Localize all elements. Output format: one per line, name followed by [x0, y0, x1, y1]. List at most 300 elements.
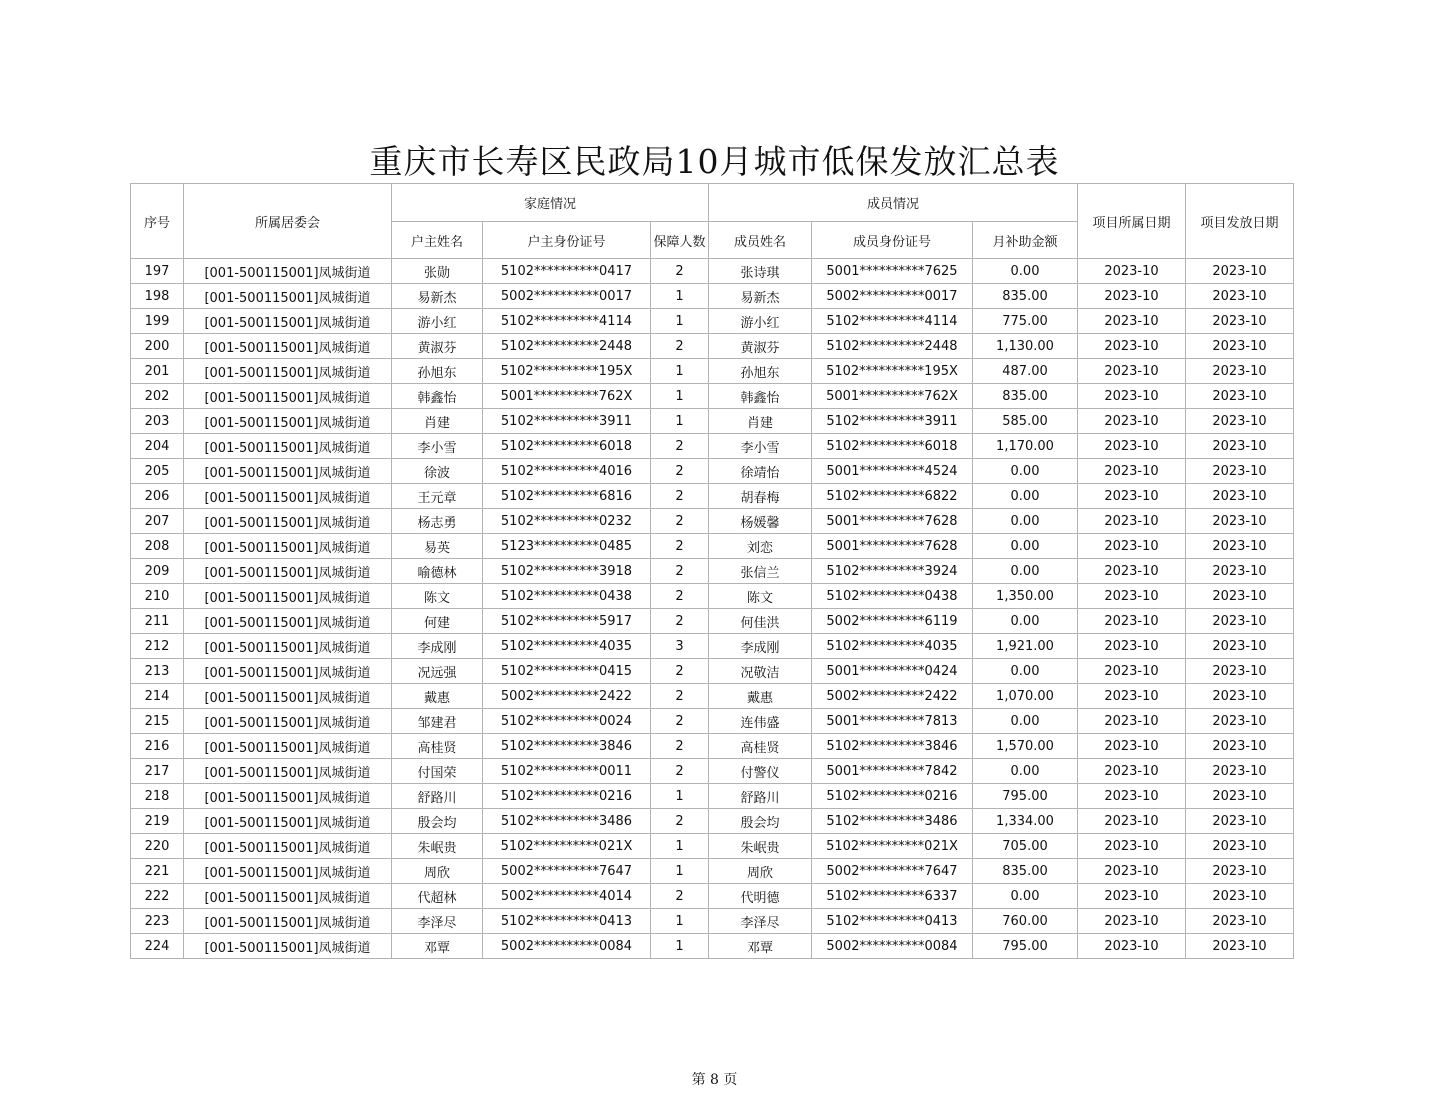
head-id-cell: 5102**********4035	[483, 634, 651, 659]
member-id-cell: 5002**********0017	[812, 284, 973, 309]
period-cell: 2023-10	[1078, 634, 1186, 659]
header-head-id: 户主身份证号	[483, 222, 651, 259]
covered-cell: 2	[651, 809, 709, 834]
member-name-cell: 张诗琪	[709, 259, 812, 284]
table-row	[131, 534, 1294, 559]
member-id-cell: 5102**********0438	[812, 584, 973, 609]
head-name-cell: 殷会均	[392, 809, 483, 834]
head-name-cell: 朱岷贵	[392, 834, 483, 859]
page-number: 第 8 页	[691, 1072, 738, 1088]
period-cell: 2023-10	[1078, 284, 1186, 309]
seq-cell: 224	[131, 934, 184, 959]
period-cell: 2023-10	[1078, 859, 1186, 884]
table-row	[131, 459, 1294, 484]
member-name-cell: 邓覃	[709, 934, 812, 959]
head-id-cell: 5102**********3846	[483, 734, 651, 759]
seq-cell: 220	[131, 834, 184, 859]
table-body	[131, 259, 1294, 959]
period-cell: 2023-10	[1078, 259, 1186, 284]
head-id-cell: 5002**********0084	[483, 934, 651, 959]
period-cell: 2023-10	[1078, 709, 1186, 734]
table-row	[131, 709, 1294, 734]
covered-cell: 1	[651, 409, 709, 434]
table-row	[131, 284, 1294, 309]
period-cell: 2023-10	[1078, 609, 1186, 634]
amount-cell: 835.00	[973, 384, 1078, 409]
member-name-cell: 刘恋	[709, 534, 812, 559]
subsidy-table	[130, 183, 1294, 959]
covered-cell: 1	[651, 384, 709, 409]
head-id-cell: 5102**********0438	[483, 584, 651, 609]
head-name-cell: 何建	[392, 609, 483, 634]
member-name-cell: 游小红	[709, 309, 812, 334]
issue-date-cell: 2023-10	[1186, 259, 1294, 284]
seq-cell: 205	[131, 459, 184, 484]
header-issue-date: 项目发放日期	[1186, 184, 1294, 259]
seq-cell: 211	[131, 609, 184, 634]
period-cell: 2023-10	[1078, 759, 1186, 784]
member-name-cell: 况敬洁	[709, 659, 812, 684]
seq-cell: 199	[131, 309, 184, 334]
member-name-cell: 李泽尽	[709, 909, 812, 934]
table-row	[131, 584, 1294, 609]
issue-date-cell: 2023-10	[1186, 934, 1294, 959]
amount-cell: 0.00	[973, 459, 1078, 484]
committee-cell: [001-500115001]凤城街道	[184, 734, 392, 759]
header-committee: 所属居委会	[184, 184, 392, 259]
member-name-cell: 代明德	[709, 884, 812, 909]
seq-cell: 216	[131, 734, 184, 759]
covered-cell: 1	[651, 859, 709, 884]
period-cell: 2023-10	[1078, 334, 1186, 359]
member-id-cell: 5102**********2448	[812, 334, 973, 359]
covered-cell: 1	[651, 834, 709, 859]
period-cell: 2023-10	[1078, 834, 1186, 859]
covered-cell: 2	[651, 609, 709, 634]
table-row	[131, 759, 1294, 784]
member-name-cell: 韩鑫怡	[709, 384, 812, 409]
member-id-cell: 5102**********3486	[812, 809, 973, 834]
committee-cell: [001-500115001]凤城街道	[184, 709, 392, 734]
member-id-cell: 5001**********4524	[812, 459, 973, 484]
issue-date-cell: 2023-10	[1186, 609, 1294, 634]
seq-cell: 209	[131, 559, 184, 584]
covered-cell: 2	[651, 509, 709, 534]
seq-cell: 198	[131, 284, 184, 309]
amount-cell: 1,170.00	[973, 434, 1078, 459]
amount-cell: 705.00	[973, 834, 1078, 859]
table-header	[131, 184, 1294, 259]
issue-date-cell: 2023-10	[1186, 434, 1294, 459]
seq-cell: 221	[131, 859, 184, 884]
member-id-cell: 5102**********6337	[812, 884, 973, 909]
member-id-cell: 5102**********0413	[812, 909, 973, 934]
issue-date-cell: 2023-10	[1186, 734, 1294, 759]
issue-date-cell: 2023-10	[1186, 584, 1294, 609]
seq-cell: 197	[131, 259, 184, 284]
committee-cell: [001-500115001]凤城街道	[184, 259, 392, 284]
member-id-cell: 5102**********6018	[812, 434, 973, 459]
committee-cell: [001-500115001]凤城街道	[184, 459, 392, 484]
seq-cell: 222	[131, 884, 184, 909]
head-id-cell: 5002**********2422	[483, 684, 651, 709]
seq-cell: 215	[131, 709, 184, 734]
issue-date-cell: 2023-10	[1186, 759, 1294, 784]
period-cell: 2023-10	[1078, 509, 1186, 534]
amount-cell: 1,070.00	[973, 684, 1078, 709]
head-name-cell: 杨志勇	[392, 509, 483, 534]
amount-cell: 0.00	[973, 534, 1078, 559]
period-cell: 2023-10	[1078, 684, 1186, 709]
covered-cell: 2	[651, 459, 709, 484]
issue-date-cell: 2023-10	[1186, 484, 1294, 509]
member-id-cell: 5102**********6822	[812, 484, 973, 509]
seq-cell: 223	[131, 909, 184, 934]
committee-cell: [001-500115001]凤城街道	[184, 484, 392, 509]
committee-cell: [001-500115001]凤城街道	[184, 334, 392, 359]
head-name-cell: 高桂贤	[392, 734, 483, 759]
head-name-cell: 徐波	[392, 459, 483, 484]
member-name-cell: 连伟盛	[709, 709, 812, 734]
header-seq: 序号	[131, 184, 184, 259]
table-row	[131, 634, 1294, 659]
head-id-cell: 5102**********0232	[483, 509, 651, 534]
issue-date-cell: 2023-10	[1186, 459, 1294, 484]
committee-cell: [001-500115001]凤城街道	[184, 609, 392, 634]
head-name-cell: 肖建	[392, 409, 483, 434]
member-id-cell: 5102**********3911	[812, 409, 973, 434]
header-covered: 保障人数	[651, 222, 709, 259]
committee-cell: [001-500115001]凤城街道	[184, 434, 392, 459]
head-name-cell: 喻德林	[392, 559, 483, 584]
issue-date-cell: 2023-10	[1186, 634, 1294, 659]
head-id-cell: 5102**********6018	[483, 434, 651, 459]
committee-cell: [001-500115001]凤城街道	[184, 759, 392, 784]
period-cell: 2023-10	[1078, 884, 1186, 909]
head-id-cell: 5102**********6816	[483, 484, 651, 509]
member-id-cell: 5102**********021X	[812, 834, 973, 859]
table-row	[131, 334, 1294, 359]
member-id-cell: 5102**********195X	[812, 359, 973, 384]
issue-date-cell: 2023-10	[1186, 834, 1294, 859]
header-monthly-amount: 月补助金额	[973, 222, 1078, 259]
seq-cell: 214	[131, 684, 184, 709]
committee-cell: [001-500115001]凤城街道	[184, 559, 392, 584]
head-id-cell: 5102**********2448	[483, 334, 651, 359]
member-name-cell: 朱岷贵	[709, 834, 812, 859]
period-cell: 2023-10	[1078, 434, 1186, 459]
head-id-cell: 5102**********195X	[483, 359, 651, 384]
member-id-cell: 5102**********0216	[812, 784, 973, 809]
member-name-cell: 孙旭东	[709, 359, 812, 384]
amount-cell: 1,921.00	[973, 634, 1078, 659]
amount-cell: 0.00	[973, 659, 1078, 684]
committee-cell: [001-500115001]凤城街道	[184, 859, 392, 884]
head-name-cell: 戴惠	[392, 684, 483, 709]
member-id-cell: 5002**********0084	[812, 934, 973, 959]
covered-cell: 2	[651, 334, 709, 359]
issue-date-cell: 2023-10	[1186, 384, 1294, 409]
member-name-cell: 肖建	[709, 409, 812, 434]
amount-cell: 1,334.00	[973, 809, 1078, 834]
covered-cell: 3	[651, 634, 709, 659]
period-cell: 2023-10	[1078, 934, 1186, 959]
member-id-cell: 5102**********4114	[812, 309, 973, 334]
header-member-group: 成员情况	[709, 184, 1078, 222]
head-id-cell: 5102**********3911	[483, 409, 651, 434]
seq-cell: 200	[131, 334, 184, 359]
member-id-cell: 5102**********3846	[812, 734, 973, 759]
member-name-cell: 付警仪	[709, 759, 812, 784]
amount-cell: 1,570.00	[973, 734, 1078, 759]
header-member-name: 成员姓名	[709, 222, 812, 259]
head-name-cell: 黄淑芬	[392, 334, 483, 359]
issue-date-cell: 2023-10	[1186, 659, 1294, 684]
table-row	[131, 859, 1294, 884]
seq-cell: 204	[131, 434, 184, 459]
head-name-cell: 易英	[392, 534, 483, 559]
seq-cell: 217	[131, 759, 184, 784]
seq-cell: 218	[131, 784, 184, 809]
head-name-cell: 李泽尽	[392, 909, 483, 934]
member-name-cell: 杨媛馨	[709, 509, 812, 534]
committee-cell: [001-500115001]凤城街道	[184, 409, 392, 434]
head-name-cell: 邓覃	[392, 934, 483, 959]
head-name-cell: 况远强	[392, 659, 483, 684]
covered-cell: 1	[651, 784, 709, 809]
head-name-cell: 王元章	[392, 484, 483, 509]
amount-cell: 0.00	[973, 759, 1078, 784]
table-row	[131, 484, 1294, 509]
issue-date-cell: 2023-10	[1186, 334, 1294, 359]
table-row	[131, 309, 1294, 334]
covered-cell: 2	[651, 559, 709, 584]
head-name-cell: 周欣	[392, 859, 483, 884]
head-id-cell: 5102**********0417	[483, 259, 651, 284]
head-id-cell: 5102**********3918	[483, 559, 651, 584]
period-cell: 2023-10	[1078, 534, 1186, 559]
head-name-cell: 舒路川	[392, 784, 483, 809]
member-name-cell: 陈文	[709, 584, 812, 609]
covered-cell: 1	[651, 309, 709, 334]
table-row	[131, 734, 1294, 759]
seq-cell: 202	[131, 384, 184, 409]
committee-cell: [001-500115001]凤城街道	[184, 359, 392, 384]
member-name-cell: 李成刚	[709, 634, 812, 659]
amount-cell: 0.00	[973, 484, 1078, 509]
committee-cell: [001-500115001]凤城街道	[184, 584, 392, 609]
committee-cell: [001-500115001]凤城街道	[184, 659, 392, 684]
head-id-cell: 5002**********0017	[483, 284, 651, 309]
member-id-cell: 5001**********7628	[812, 509, 973, 534]
member-id-cell: 5002**********6119	[812, 609, 973, 634]
table-row	[131, 834, 1294, 859]
head-id-cell: 5102**********0216	[483, 784, 651, 809]
covered-cell: 1	[651, 934, 709, 959]
amount-cell: 1,350.00	[973, 584, 1078, 609]
head-name-cell: 陈文	[392, 584, 483, 609]
committee-cell: [001-500115001]凤城街道	[184, 634, 392, 659]
period-cell: 2023-10	[1078, 784, 1186, 809]
table-row	[131, 809, 1294, 834]
head-id-cell: 5102**********021X	[483, 834, 651, 859]
committee-cell: [001-500115001]凤城街道	[184, 834, 392, 859]
period-cell: 2023-10	[1078, 584, 1186, 609]
member-id-cell: 5102**********4035	[812, 634, 973, 659]
committee-cell: [001-500115001]凤城街道	[184, 684, 392, 709]
head-name-cell: 韩鑫怡	[392, 384, 483, 409]
table-row	[131, 509, 1294, 534]
committee-cell: [001-500115001]凤城街道	[184, 284, 392, 309]
head-name-cell: 付国荣	[392, 759, 483, 784]
seq-cell: 203	[131, 409, 184, 434]
member-name-cell: 周欣	[709, 859, 812, 884]
head-name-cell: 李小雪	[392, 434, 483, 459]
covered-cell: 2	[651, 434, 709, 459]
amount-cell: 0.00	[973, 509, 1078, 534]
member-name-cell: 戴惠	[709, 684, 812, 709]
head-name-cell: 易新杰	[392, 284, 483, 309]
head-id-cell: 5102**********0413	[483, 909, 651, 934]
head-id-cell: 5102**********4114	[483, 309, 651, 334]
covered-cell: 2	[651, 709, 709, 734]
member-id-cell: 5002**********7647	[812, 859, 973, 884]
member-id-cell: 5001**********7628	[812, 534, 973, 559]
head-id-cell: 5002**********7647	[483, 859, 651, 884]
header-head-name: 户主姓名	[392, 222, 483, 259]
amount-cell: 775.00	[973, 309, 1078, 334]
seq-cell: 210	[131, 584, 184, 609]
period-cell: 2023-10	[1078, 734, 1186, 759]
issue-date-cell: 2023-10	[1186, 709, 1294, 734]
head-name-cell: 游小红	[392, 309, 483, 334]
committee-cell: [001-500115001]凤城街道	[184, 909, 392, 934]
amount-cell: 760.00	[973, 909, 1078, 934]
member-id-cell: 5001**********7842	[812, 759, 973, 784]
head-name-cell: 李成刚	[392, 634, 483, 659]
committee-cell: [001-500115001]凤城街道	[184, 384, 392, 409]
head-id-cell: 5102**********0415	[483, 659, 651, 684]
committee-cell: [001-500115001]凤城街道	[184, 784, 392, 809]
table-row	[131, 884, 1294, 909]
issue-date-cell: 2023-10	[1186, 559, 1294, 584]
period-cell: 2023-10	[1078, 359, 1186, 384]
issue-date-cell: 2023-10	[1186, 509, 1294, 534]
period-cell: 2023-10	[1078, 484, 1186, 509]
member-name-cell: 舒路川	[709, 784, 812, 809]
period-cell: 2023-10	[1078, 559, 1186, 584]
head-name-cell: 张勋	[392, 259, 483, 284]
period-cell: 2023-10	[1078, 659, 1186, 684]
member-name-cell: 何佳洪	[709, 609, 812, 634]
head-id-cell: 5102**********3486	[483, 809, 651, 834]
amount-cell: 835.00	[973, 859, 1078, 884]
seq-cell: 201	[131, 359, 184, 384]
member-id-cell: 5002**********2422	[812, 684, 973, 709]
covered-cell: 2	[651, 659, 709, 684]
header-member-id: 成员身份证号	[812, 222, 973, 259]
header-project-period: 项目所属日期	[1078, 184, 1186, 259]
amount-cell: 795.00	[973, 934, 1078, 959]
member-id-cell: 5001**********7813	[812, 709, 973, 734]
member-name-cell: 殷会均	[709, 809, 812, 834]
issue-date-cell: 2023-10	[1186, 309, 1294, 334]
table-row	[131, 384, 1294, 409]
covered-cell: 2	[651, 484, 709, 509]
table-row	[131, 934, 1294, 959]
amount-cell: 0.00	[973, 259, 1078, 284]
period-cell: 2023-10	[1078, 309, 1186, 334]
amount-cell: 1,130.00	[973, 334, 1078, 359]
table-row	[131, 434, 1294, 459]
seq-cell: 208	[131, 534, 184, 559]
period-cell: 2023-10	[1078, 809, 1186, 834]
member-id-cell: 5001**********0424	[812, 659, 973, 684]
table-row	[131, 559, 1294, 584]
member-name-cell: 黄淑芬	[709, 334, 812, 359]
issue-date-cell: 2023-10	[1186, 909, 1294, 934]
table-row	[131, 359, 1294, 384]
amount-cell: 0.00	[973, 709, 1078, 734]
issue-date-cell: 2023-10	[1186, 684, 1294, 709]
head-name-cell: 孙旭东	[392, 359, 483, 384]
head-id-cell: 5102**********0024	[483, 709, 651, 734]
period-cell: 2023-10	[1078, 384, 1186, 409]
member-id-cell: 5102**********3924	[812, 559, 973, 584]
amount-cell: 795.00	[973, 784, 1078, 809]
table-row	[131, 659, 1294, 684]
issue-date-cell: 2023-10	[1186, 809, 1294, 834]
period-cell: 2023-10	[1078, 409, 1186, 434]
committee-cell: [001-500115001]凤城街道	[184, 809, 392, 834]
covered-cell: 2	[651, 584, 709, 609]
covered-cell: 2	[651, 534, 709, 559]
member-name-cell: 李小雪	[709, 434, 812, 459]
member-name-cell: 易新杰	[709, 284, 812, 309]
table-row	[131, 909, 1294, 934]
covered-cell: 1	[651, 359, 709, 384]
table-row	[131, 259, 1294, 284]
committee-cell: [001-500115001]凤城街道	[184, 309, 392, 334]
covered-cell: 2	[651, 684, 709, 709]
member-id-cell: 5001**********7625	[812, 259, 973, 284]
issue-date-cell: 2023-10	[1186, 784, 1294, 809]
covered-cell: 1	[651, 284, 709, 309]
seq-cell: 212	[131, 634, 184, 659]
head-id-cell: 5123**********0485	[483, 534, 651, 559]
period-cell: 2023-10	[1078, 459, 1186, 484]
covered-cell: 2	[651, 884, 709, 909]
member-id-cell: 5001**********762X	[812, 384, 973, 409]
member-name-cell: 徐靖怡	[709, 459, 812, 484]
committee-cell: [001-500115001]凤城街道	[184, 509, 392, 534]
table-row	[131, 409, 1294, 434]
member-name-cell: 胡春梅	[709, 484, 812, 509]
issue-date-cell: 2023-10	[1186, 284, 1294, 309]
amount-cell: 487.00	[973, 359, 1078, 384]
committee-cell: [001-500115001]凤城街道	[184, 884, 392, 909]
seq-cell: 207	[131, 509, 184, 534]
head-name-cell: 邹建君	[392, 709, 483, 734]
issue-date-cell: 2023-10	[1186, 859, 1294, 884]
head-id-cell: 5102**********0011	[483, 759, 651, 784]
committee-cell: [001-500115001]凤城街道	[184, 934, 392, 959]
covered-cell: 1	[651, 909, 709, 934]
amount-cell: 0.00	[973, 609, 1078, 634]
page-title: 重庆市长寿区民政局10月城市低保发放汇总表	[369, 142, 1060, 181]
seq-cell: 213	[131, 659, 184, 684]
member-name-cell: 高桂贤	[709, 734, 812, 759]
